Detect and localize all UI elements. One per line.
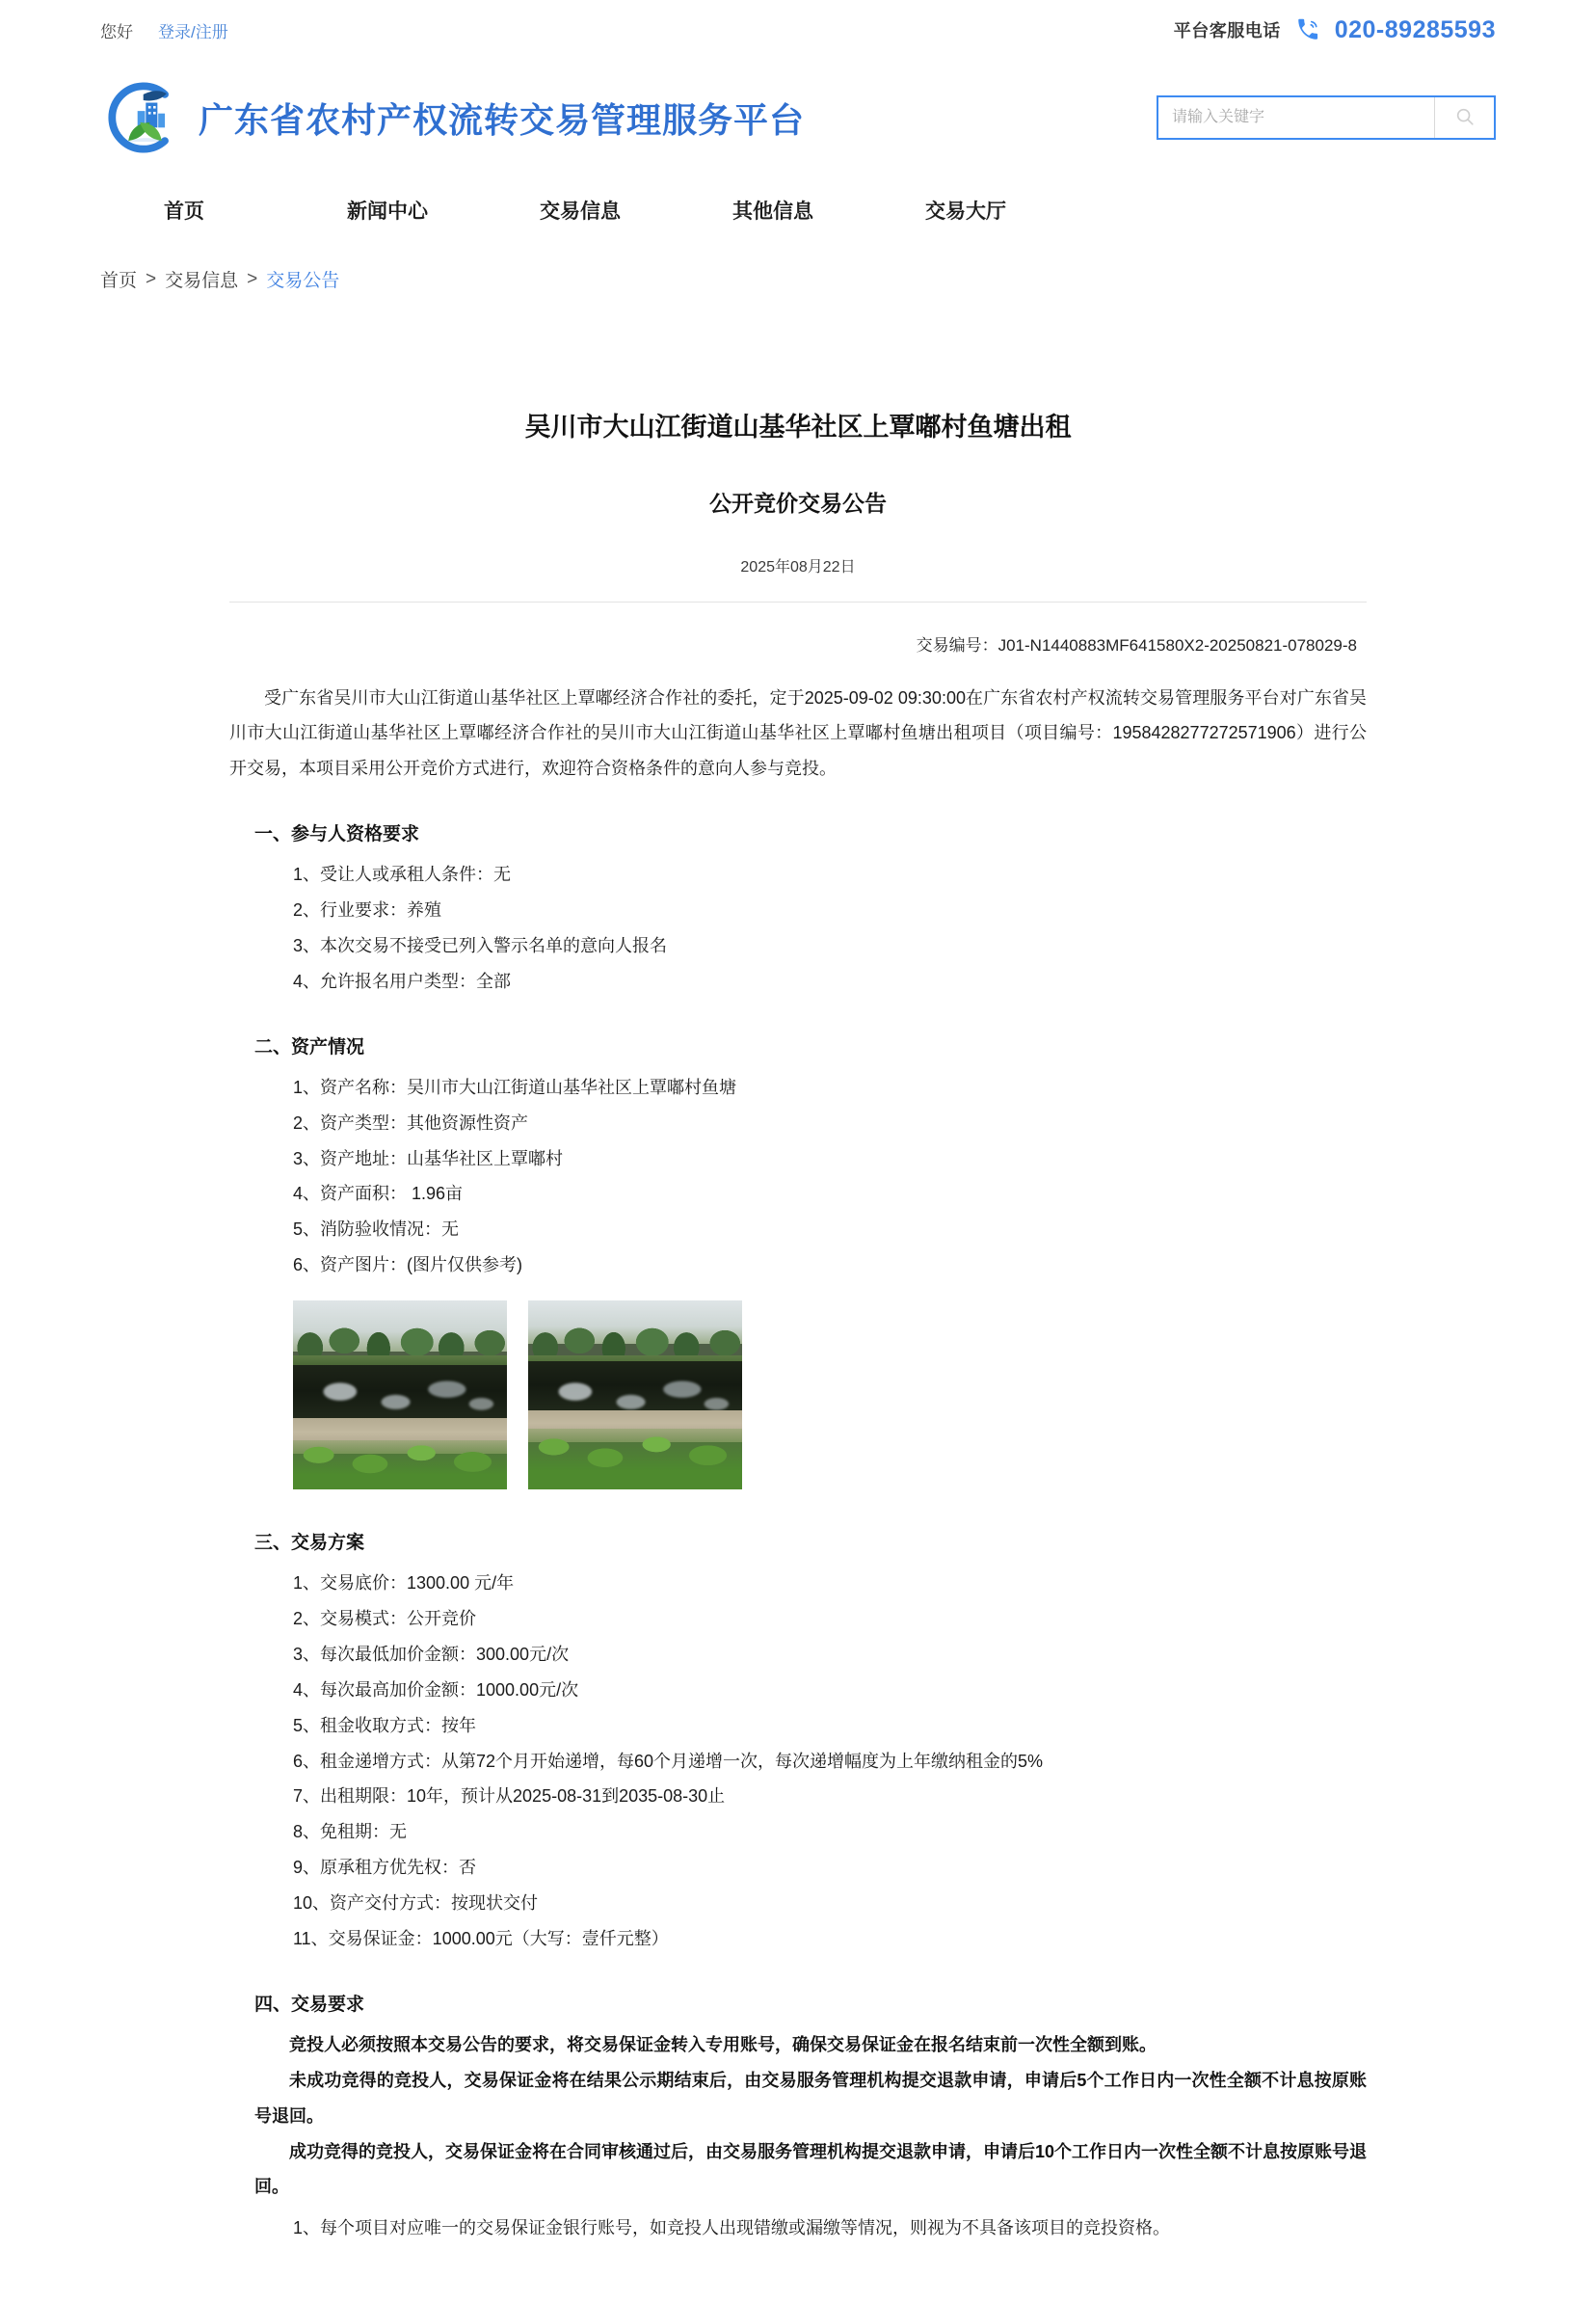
search-button[interactable] [1434, 97, 1494, 138]
top-utility-bar [0, 0, 1596, 60]
asset-photo-row [229, 1283, 1367, 1495]
nav-item-trade-hall[interactable]: 交易大厅 [925, 201, 1006, 223]
section-transaction-plan [229, 1528, 1367, 1957]
trade-number: 交易编号：J01-N1440883MF641580X2-20250821-078029-8 [916, 635, 1357, 655]
section-item-list [229, 1566, 1367, 1957]
list-item: 3、资产地址：山基华社区上覃嘟村 [293, 1148, 564, 1168]
photo-grass-layer [293, 1440, 507, 1489]
search-icon [1454, 106, 1476, 130]
emphasis-block [229, 2027, 1367, 2205]
list-item: 6、资产图片：(图片仅供参考) [293, 1255, 522, 1275]
phone-icon [1294, 16, 1321, 43]
section-heading: 二、资产情况 [254, 1036, 365, 1058]
list-item: 11、交易保证金：1000.00元（大写：壹仟元整） [293, 1928, 669, 1948]
emphasis-paragraph: 竞投人必须按照本交易公告的要求，将交易保证金转入专用账号，确保交易保证金在报名结束前一次性全额到账。 [289, 2034, 1157, 2054]
announcement-subtitle: 公开竞价交易公告 [709, 490, 887, 516]
nav-item-other-info[interactable]: 其他信息 [732, 201, 813, 223]
list-item: 9、原承租方优先权：否 [293, 1858, 477, 1878]
list-item: 1、每个项目对应唯一的交易保证金银行账号，如竞投人出现错缴或漏缴等情况，则视为不具备该项目的竞投资格。 [293, 2218, 1171, 2238]
top-utility-left [100, 18, 228, 42]
list-item: 7、出租期限：10年，预计从2025-08-31到2035-08-30止 [293, 1786, 726, 1807]
breadcrumb [0, 245, 1596, 292]
search-box[interactable] [1157, 95, 1496, 140]
hotline-number[interactable]: 020-89285593 [1334, 15, 1496, 43]
emphasis-paragraph: 未成功竞得的竞投人，交易保证金将在结果公示期结束后，由交易服务管理机构提交退款申请，申请后5个工作日内一次性全额不计息按原账号退回。 [254, 2070, 1367, 2126]
photo-tree-layer [293, 1316, 507, 1361]
list-item: 4、允许报名用户类型：全部 [293, 971, 512, 991]
list-item: 2、行业要求：养殖 [293, 900, 442, 921]
list-item: 2、资产类型：其他资源性资产 [293, 1112, 529, 1133]
section-transaction-requirements [229, 1990, 1367, 2246]
list-item: 10、资产交付方式：按现状交付 [293, 1893, 539, 1914]
platform-title: 广东省农村产权流转交易管理服务平台 [199, 99, 806, 140]
nav-item-trade-info[interactable]: 交易信息 [540, 201, 621, 223]
list-item: 3、本次交易不接受已列入警示名单的意向人报名 [293, 935, 668, 955]
breadcrumb-item-trade-info[interactable]: 交易信息 [165, 271, 239, 291]
announcement-title: 吴川市大山江街道山基华社区上覃嘟村鱼塘出租 [524, 413, 1072, 442]
list-item: 1、资产名称：吴川市大山江街道山基华社区上覃嘟村鱼塘 [293, 1077, 737, 1097]
section-asset-details [229, 1032, 1367, 1495]
section-item-list [229, 857, 1367, 1000]
breadcrumb-separator: > [146, 268, 157, 289]
greeting-text: 您好 [100, 22, 133, 41]
announcement-intro: 受广东省吴川市大山江街道山基华社区上覃嘟经济合作社的委托，定于2025-09-02 09:30:00在广东省农村产权流转交易管理服务平台对广东省吴川市大山江街道山基华社区上覃嘟经济合作社的吴川市大山江街道山基华社区上覃嘟村鱼塘出租项目（项目编号：1958428277272571906）进行公开交易，本项目采用公开竞价方式进行，欢迎符合资格条件的意向人参与竞投。 [229, 687, 1367, 779]
title-divider [229, 602, 1367, 603]
photo-reflection-layer [293, 1373, 507, 1420]
list-item: 2、交易模式：公开竞价 [293, 1608, 477, 1628]
list-item: 8、免租期：无 [293, 1822, 408, 1842]
nav-item-news[interactable]: 新闻中心 [347, 201, 428, 223]
section-item-list [229, 1070, 1367, 1283]
list-item: 4、每次最高加价金额：1000.00元/次 [293, 1679, 579, 1700]
brand-block[interactable] [100, 76, 805, 159]
list-item: 3、每次最低加价金额：300.00元/次 [293, 1644, 570, 1664]
section-item-list [229, 2210, 1367, 2246]
list-item: 6、租金递增方式：从第72个月开始递增，每60个月递增一次，每次递增幅度为上年缴纳租金的5% [293, 1751, 1044, 1771]
announcement-article [229, 292, 1367, 2304]
emphasis-paragraph: 成功竞得的竞投人，交易保证金将在合同审核通过后，由交易服务管理机构提交退款申请，申请后10个工作日内一次性全额不计息按原账号退回。 [254, 2141, 1368, 2197]
breadcrumb-item-current: 交易公告 [266, 271, 340, 291]
platform-logo-icon [100, 76, 183, 159]
nav-item-home[interactable]: 首页 [164, 201, 204, 223]
asset-photo[interactable] [293, 1300, 507, 1489]
main-navigation [0, 175, 1596, 245]
photo-grass-layer [528, 1429, 742, 1489]
photo-tree-layer [528, 1316, 742, 1361]
section-heading: 三、交易方案 [254, 1533, 365, 1554]
list-item: 4、资产面积： 1.96亩 [293, 1184, 464, 1204]
breadcrumb-separator: > [247, 268, 258, 289]
announcement-date: 2025年08月22日 [740, 558, 856, 576]
asset-photo[interactable] [528, 1300, 742, 1489]
list-item: 5、租金收取方式：按年 [293, 1715, 477, 1735]
section-participant-qualification [229, 819, 1367, 1000]
list-item: 5、消防验收情况：无 [293, 1219, 460, 1240]
list-item: 1、交易底价：1300.00 元/年 [293, 1573, 515, 1594]
hotline-label: 平台客服电话 [1173, 21, 1281, 40]
section-heading: 四、交易要求 [254, 1994, 365, 2015]
main-navigation-list [100, 196, 1064, 225]
login-register-link[interactable]: 登录/注册 [158, 22, 228, 41]
search-input[interactable] [1158, 97, 1434, 138]
list-item: 1、受让人或承租人条件：无 [293, 865, 512, 885]
section-heading: 一、参与人资格要求 [254, 824, 420, 845]
masthead [0, 60, 1596, 175]
breadcrumb-item-home[interactable]: 首页 [100, 271, 138, 291]
hotline-group [1174, 16, 1496, 44]
